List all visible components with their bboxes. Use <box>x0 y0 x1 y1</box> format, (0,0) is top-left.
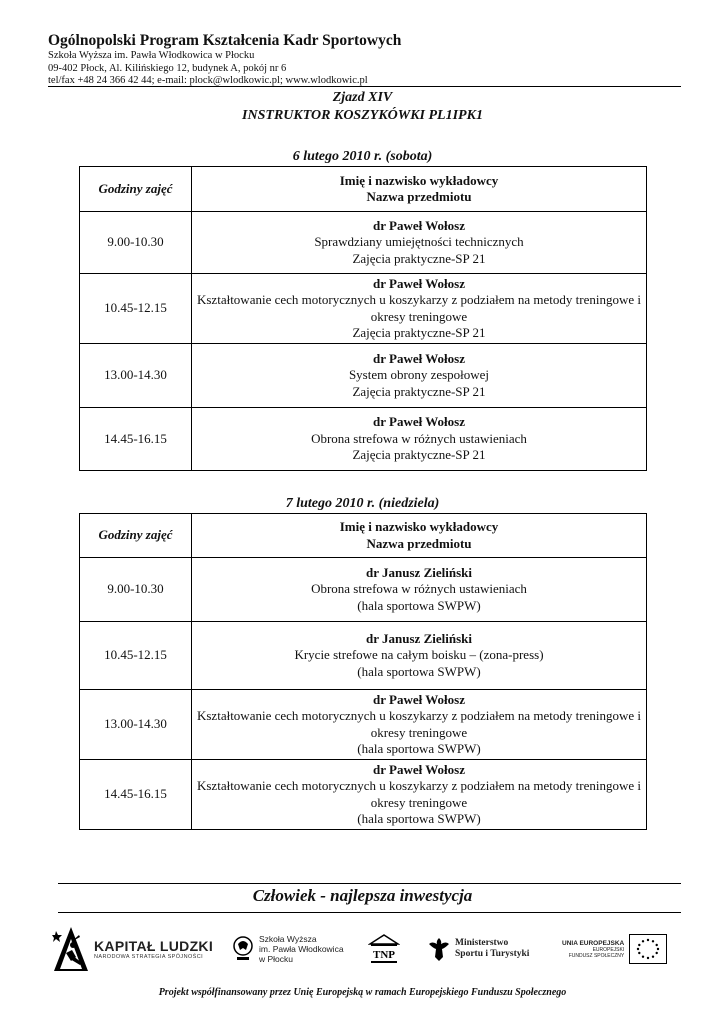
eu-line1: UNIA EUROPEJSKA <box>562 939 625 947</box>
day-title: 7 lutego 2010 r. (niedziela) <box>285 496 440 511</box>
header-main <box>192 167 647 212</box>
table-row <box>80 558 647 622</box>
header-main <box>192 514 647 558</box>
row-time: 13.00-14.30 <box>80 344 192 408</box>
row-subject: Sprawdziany umiejętności technicznych <box>314 234 524 250</box>
cofinancing-note: Projekt współfinansowany przez Unię Europejską w ramach Europejskiego Funduszu Społecznego <box>158 987 567 998</box>
tnp-building-icon <box>368 933 400 965</box>
kapital-ludzki-logo <box>52 920 213 978</box>
row-subject: Kształtowanie cech motorycznych u koszykarzy z podziałem na metody treningowe i okresy treningowe <box>196 778 641 810</box>
row-time: 10.45-12.15 <box>80 274 192 344</box>
eu-line3: FUNDUSZ SPOŁECZNY <box>568 952 625 959</box>
row-subject: Kształtowanie cech motorycznych u koszykarzy z podziałem na metody treningowe i okresy treningowe <box>196 708 641 740</box>
header-divider <box>48 86 681 87</box>
row-subject: System obrony zespołowej <box>348 367 490 383</box>
row-time: 13.00-14.30 <box>80 690 192 760</box>
ministry-text <box>455 938 529 960</box>
row-subject: Obrona strefowa w różnych ustawieniach <box>311 430 527 446</box>
row-place: (hala sportowa SWPW) <box>357 811 481 826</box>
row-content <box>192 690 647 760</box>
row-place: (hala sportowa SWPW) <box>357 663 481 679</box>
school-logo <box>233 920 344 978</box>
row-content <box>192 760 647 830</box>
header-subject: Nazwa przedmiotu <box>366 535 472 551</box>
footer-divider-bottom <box>58 912 681 913</box>
table-row <box>80 274 647 344</box>
row-place: (hala sportowa SWPW) <box>357 741 481 756</box>
footer-slogan: Człowiek - najlepsza inwestycja <box>252 886 473 905</box>
ministry-line2: Sportu i Turystyki <box>455 949 530 959</box>
row-lecturer: dr Paweł Wołosz <box>373 414 465 430</box>
kapital-ludzki-text <box>94 938 213 960</box>
row-subject: Obrona strefowa w różnych ustawieniach <box>311 581 527 597</box>
school-logo-line2: im. Pawła Włodkowica <box>259 944 344 954</box>
row-place: Zajęcia praktyczne-SP 21 <box>352 447 486 463</box>
footer-divider-top <box>58 883 681 884</box>
table-row <box>80 760 647 830</box>
row-content <box>192 344 647 408</box>
row-place: Zajęcia praktyczne-SP 21 <box>352 325 486 340</box>
schedule-table <box>79 513 647 830</box>
row-time: 14.45-16.15 <box>80 760 192 830</box>
table-header-row <box>80 514 647 558</box>
eu-logo <box>562 920 667 978</box>
header-lecturer: Imię i nazwisko wykładowcy <box>339 519 499 534</box>
eagle-emblem-icon <box>233 934 253 964</box>
polish-eagle-icon <box>428 935 450 963</box>
table-row <box>80 344 647 408</box>
eu-flag-icon <box>629 934 667 964</box>
table-header-row <box>80 167 647 212</box>
header-subject: Nazwa przedmiotu <box>366 189 472 204</box>
kapital-ludzki-subtitle: NARODOWA STRATEGIA SPÓJNOŚCI <box>94 954 203 960</box>
row-content <box>192 558 647 622</box>
table-row <box>80 690 647 760</box>
header-lecturer: Imię i nazwisko wykładowcy <box>339 172 499 188</box>
table-row <box>80 212 647 274</box>
day-title: 6 lutego 2010 r. (sobota) <box>292 149 433 164</box>
row-lecturer: dr Paweł Wołosz <box>373 691 465 707</box>
kapital-ludzki-name: KAPITAŁ LUDZKI <box>94 938 214 954</box>
row-lecturer: dr Janusz Zieliński <box>366 564 472 580</box>
row-time: 14.45-16.15 <box>80 408 192 471</box>
row-place: (hala sportowa SWPW) <box>357 597 481 613</box>
tnp-label: TNP <box>373 949 395 961</box>
row-place: Zajęcia praktyczne-SP 21 <box>352 250 486 266</box>
row-content <box>192 622 647 690</box>
row-lecturer: dr Paweł Wołosz <box>373 761 465 777</box>
row-lecturer: dr Janusz Zieliński <box>366 630 472 646</box>
tnp-logo <box>368 920 400 978</box>
row-content <box>192 274 647 344</box>
schedule-table <box>79 166 647 471</box>
row-subject: Kształtowanie cech motorycznych u koszykarzy z podziałem na metody treningowe i okresy treningowe <box>196 292 641 324</box>
table-row <box>80 622 647 690</box>
ministry-line1: Ministerstwo <box>455 938 509 948</box>
logo-bar <box>0 920 725 978</box>
row-subject: Krycie strefowe na całym boisku – (zona-press) <box>294 647 544 663</box>
header-time: Godziny zajęć <box>80 167 192 212</box>
row-time: 9.00-10.30 <box>80 558 192 622</box>
row-lecturer: dr Paweł Wołosz <box>373 275 465 291</box>
school-logo-line3: w Płocku <box>259 954 294 964</box>
eu-line2: EUROPEJSKI <box>592 946 625 953</box>
program-title: Ogólnopolski Program Kształcenia Kadr Sportowych <box>48 32 402 49</box>
row-lecturer: dr Paweł Wołosz <box>373 350 465 366</box>
eu-text <box>562 940 624 959</box>
session-title: Zjazd XIV <box>332 90 393 105</box>
row-place: Zajęcia praktyczne-SP 21 <box>352 383 486 399</box>
school-logo-text <box>259 934 344 964</box>
document-header <box>48 32 688 88</box>
kapital-ludzki-icon <box>52 925 90 973</box>
school-address: 09-402 Płock, Al. Kilińskiego 12, budynek A, pokój nr 6 <box>48 62 287 74</box>
row-lecturer: dr Paweł Wołosz <box>373 217 465 233</box>
course-title: INSTRUKTOR KOSZYKÓWKI PL1IPK1 <box>242 108 483 123</box>
header-time: Godziny zajęć <box>80 514 192 558</box>
school-contact: tel/fax +48 24 366 42 44; e-mail: plock@wlodkowic.pl; www.wlodkowic.pl <box>48 75 368 86</box>
table-row <box>80 408 647 471</box>
row-time: 9.00-10.30 <box>80 212 192 274</box>
row-content <box>192 408 647 471</box>
school-name: Szkoła Wyższa im. Pawła Włodkowica w Płocku <box>48 50 255 61</box>
school-logo-line1: Szkoła Wyższa <box>259 934 317 944</box>
row-content <box>192 212 647 274</box>
ministry-logo <box>428 920 529 978</box>
row-time: 10.45-12.15 <box>80 622 192 690</box>
